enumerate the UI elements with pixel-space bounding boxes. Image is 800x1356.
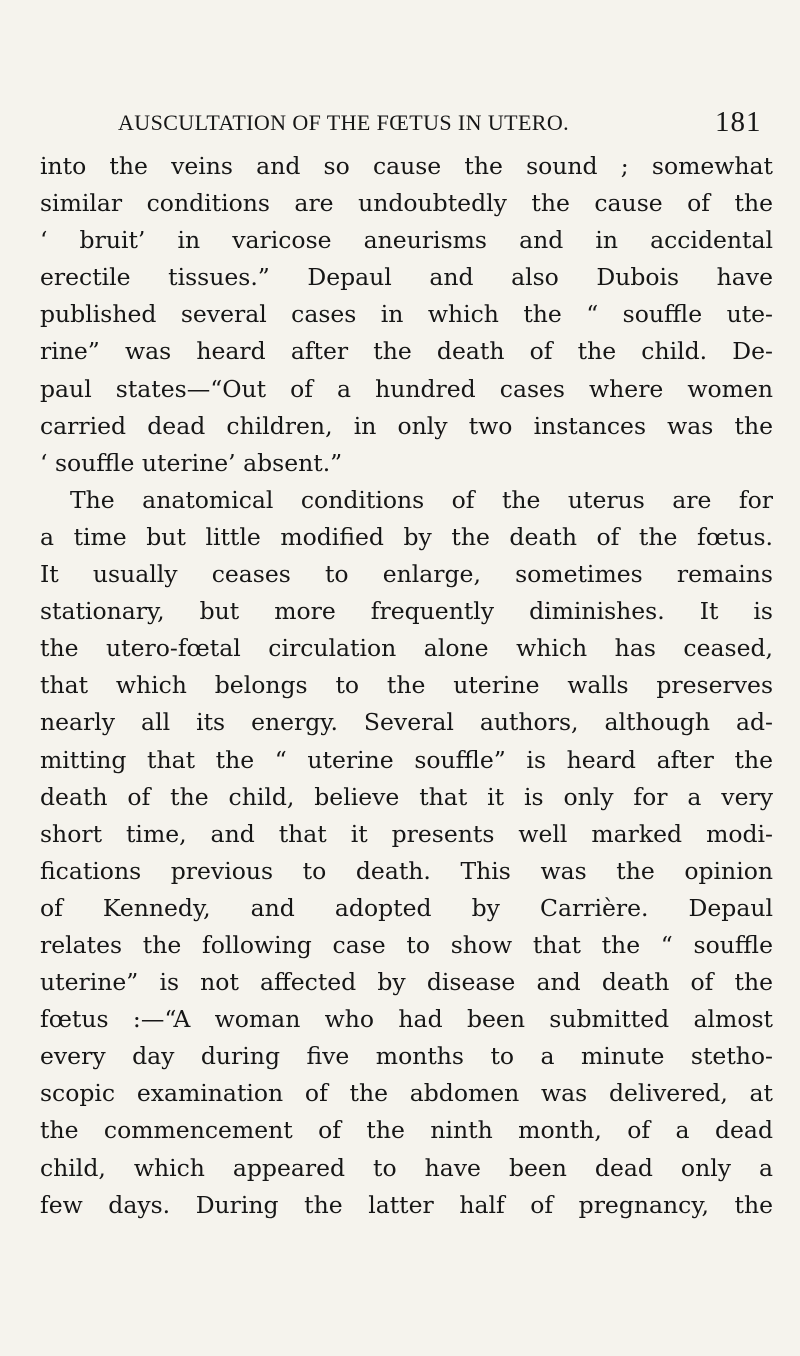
running-head-title: AUSCULTATION OF THE FŒTUS IN UTERO.: [118, 110, 570, 135]
text-line: It usually ceases to enlarge, sometimes remains: [40, 560, 773, 589]
text-line: rine” was heard after the death of the child. De-: [40, 337, 773, 366]
text-line: relates the following case to show that the “ souffle: [40, 930, 773, 959]
text-line: every day during five months to a minute stetho-: [40, 1042, 773, 1071]
text-line: into the veins and so cause the sound ; somewhat: [40, 152, 773, 180]
text-line: carried dead children, in only two instances was the: [40, 411, 773, 440]
text-line: ‘ souffle uterine’ absent.”: [40, 448, 343, 477]
text-line: few days. During the latter half of pregnancy, the: [40, 1190, 773, 1219]
text-line: paul states—“Out of a hundred cases where women: [40, 374, 773, 403]
body-text: [40, 148, 773, 1224]
text-line: fications previous to death. This was the opinion: [40, 856, 773, 885]
text-line: uterine” is not affected by disease and death of the: [40, 968, 773, 997]
text-line: short time, and that it presents well marked modi-: [40, 819, 773, 848]
text-line: published several cases in which the “ souffle ute-: [40, 300, 773, 329]
text-line: fœtus :—“A woman who had been submitted almost: [40, 1005, 773, 1034]
text-line: child, which appeared to have been dead only a: [40, 1153, 773, 1182]
text-line: a time but little modified by the death of the fœtus.: [40, 522, 773, 551]
text-line: similar conditions are undoubtedly the cause of the: [40, 189, 773, 218]
text-line: mitting that the “ uterine souffle” is heard after the: [40, 745, 773, 774]
running-head: [118, 106, 798, 146]
text-line: nearly all its energy. Several authors, although ad-: [40, 708, 773, 737]
text-line: that which belongs to the uterine walls preserves: [40, 671, 773, 700]
page-number: 181: [715, 106, 762, 138]
text-line: ‘ bruit’ in varicose aneurisms and in accidental: [40, 226, 773, 255]
text-line: of Kennedy, and adopted by Carrière. Depaul: [40, 893, 773, 922]
text-line: the commencement of the ninth month, of a dead: [40, 1116, 773, 1145]
text-line: scopic examination of the abdomen was delivered, at: [40, 1079, 773, 1108]
text-line: stationary, but more frequently diminishes. It is: [40, 597, 773, 626]
text-line: The anatomical conditions of the uterus are for: [70, 485, 773, 514]
text-line: the utero-fœtal circulation alone which has ceased,: [40, 634, 773, 663]
text-line: erectile tissues.” Depaul and also Dubois have: [40, 263, 773, 292]
text-line: death of the child, believe that it is only for a very: [40, 782, 773, 811]
